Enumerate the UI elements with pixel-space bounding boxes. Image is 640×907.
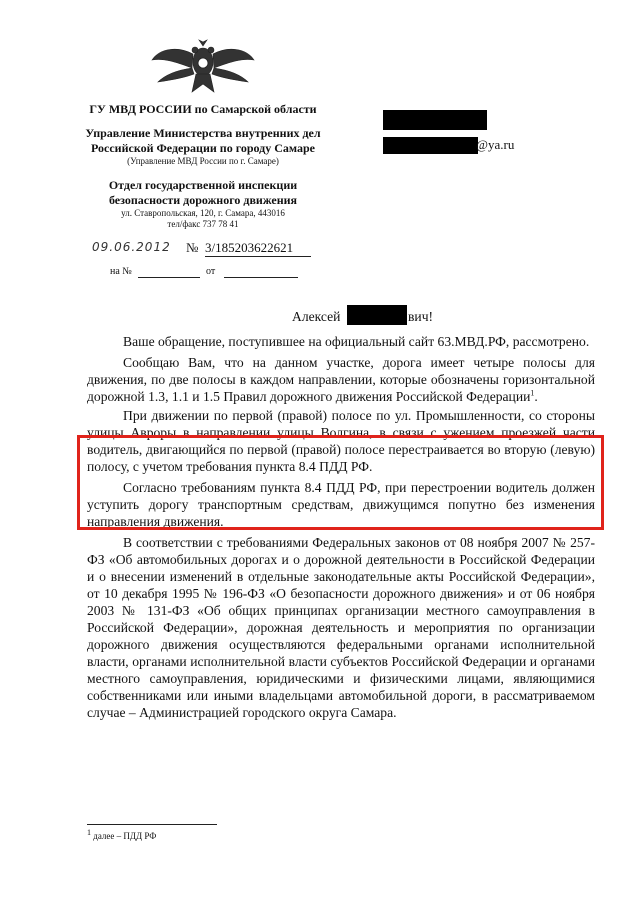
patronymic-redaction (347, 305, 407, 325)
unit-line-1: Отдел государственной инспекции (108, 178, 298, 192)
paragraph-4: Согласно требованиям пункта 8.4 ПДД РФ, при перестроении водитель должен уступить дорогу транспортным средствам, движущимся попутно без изменения направления движения. (87, 480, 595, 529)
footnote-divider (87, 824, 217, 825)
footnote (87, 828, 157, 841)
number-prefix: № (186, 240, 199, 255)
paragraph-3-highlighted: При движении по первой (правой) полосе по ул. Промышленности, со стороны улицы Авроры в направлении улицы Волгина, в связи с ужением проезжей части водитель, двигающийся по первой (правой) полосе перестраивается во вторую (левую) полосу, с учетом требования пункта 8.4 ПДД РФ. (87, 408, 595, 474)
dept-short-name: (Управление МВД России по г. Самаре) (127, 156, 279, 166)
highlight-box (77, 435, 604, 530)
dept-line-2: Российской Федерации по городу Самаре (90, 141, 315, 155)
org-name: ГУ МВД РОССИИ по Самарской области (89, 102, 317, 116)
recipient-email-suffix: @ya.ru (476, 137, 515, 152)
salutation-ending: вич! (408, 309, 434, 324)
outgoing-number: 3/185203622621 (205, 240, 311, 257)
unit-line-2: безопасности дорожного движения (108, 193, 298, 207)
from-label: от (206, 266, 216, 277)
on-number-label: на № (110, 266, 132, 277)
footnote-text: далее – ПДД РФ (93, 831, 157, 841)
footnote-mark: 1 (530, 388, 535, 398)
paragraph-2-text: Сообщаю Вам, что на данном участке, дорога имеет четыре полосы для движения, по две полосы в каждом направлении, которые обозначены горизонтальной дорожной 1.3, 1.1 и 1.5 Правил дорожного движения Российской Федерации (87, 355, 595, 404)
footnote-mark-bottom: 1 (87, 828, 91, 837)
dept-line-1: Управление Министерства внутренних дел (85, 126, 321, 140)
paragraph-1: Ваше обращение, поступившее на официальный сайт 63.МВД.РФ, рассмотрено. (123, 334, 590, 349)
salutation-first-name: Алексей (292, 309, 341, 324)
address: ул. Ставропольская, 120, г. Самара, 443016 (121, 208, 285, 218)
paragraph-5: В соответствии с требованиями Федеральных законов от 08 ноября 2007 № 257-ФЗ «Об автомобильных дорогах и о дорожной деятельности в Российской Федерации и о внесении изменений в отдельные законодательные акты Российской Федерации», от 10 декабря 1995 № 196-ФЗ «О безопасности дорожного движения» и от 06 ноября 2003 № 131-ФЗ «Об общих принципах организации местного самоуправления в Российской Федерации», дорожная деятельность и мероприятия по организации дорожного движения осуществляются федеральными органами исполнительной власти, органами исполнительной власти субъектов Российской Федерации и органами местного самоуправления, юридическими и физическими лицами, являющимися собственниками или иными владельцами автомобильной дороги, в рассматриваемом случае – Администрацией городского округа Самара. (87, 535, 595, 720)
paragraph-2: Сообщаю Вам, что на данном участке, дорога имеет четыре полосы для движения, по две полосы в каждом направлении, которые обозначены горизонтальной дорожной 1.3, 1.1 и 1.5 Правил дорожного движения Российской Федерации$^1$. (87, 355, 595, 404)
phone: тел/факс 737 78 41 (167, 219, 239, 229)
from-blank (224, 276, 298, 278)
on-number-blank (138, 276, 200, 278)
recipient-name-redaction (383, 110, 487, 130)
handwritten-date: 09.06.2012 (92, 240, 171, 254)
eagle-emblem-icon (148, 38, 258, 98)
recipient-email-redaction (383, 137, 478, 154)
